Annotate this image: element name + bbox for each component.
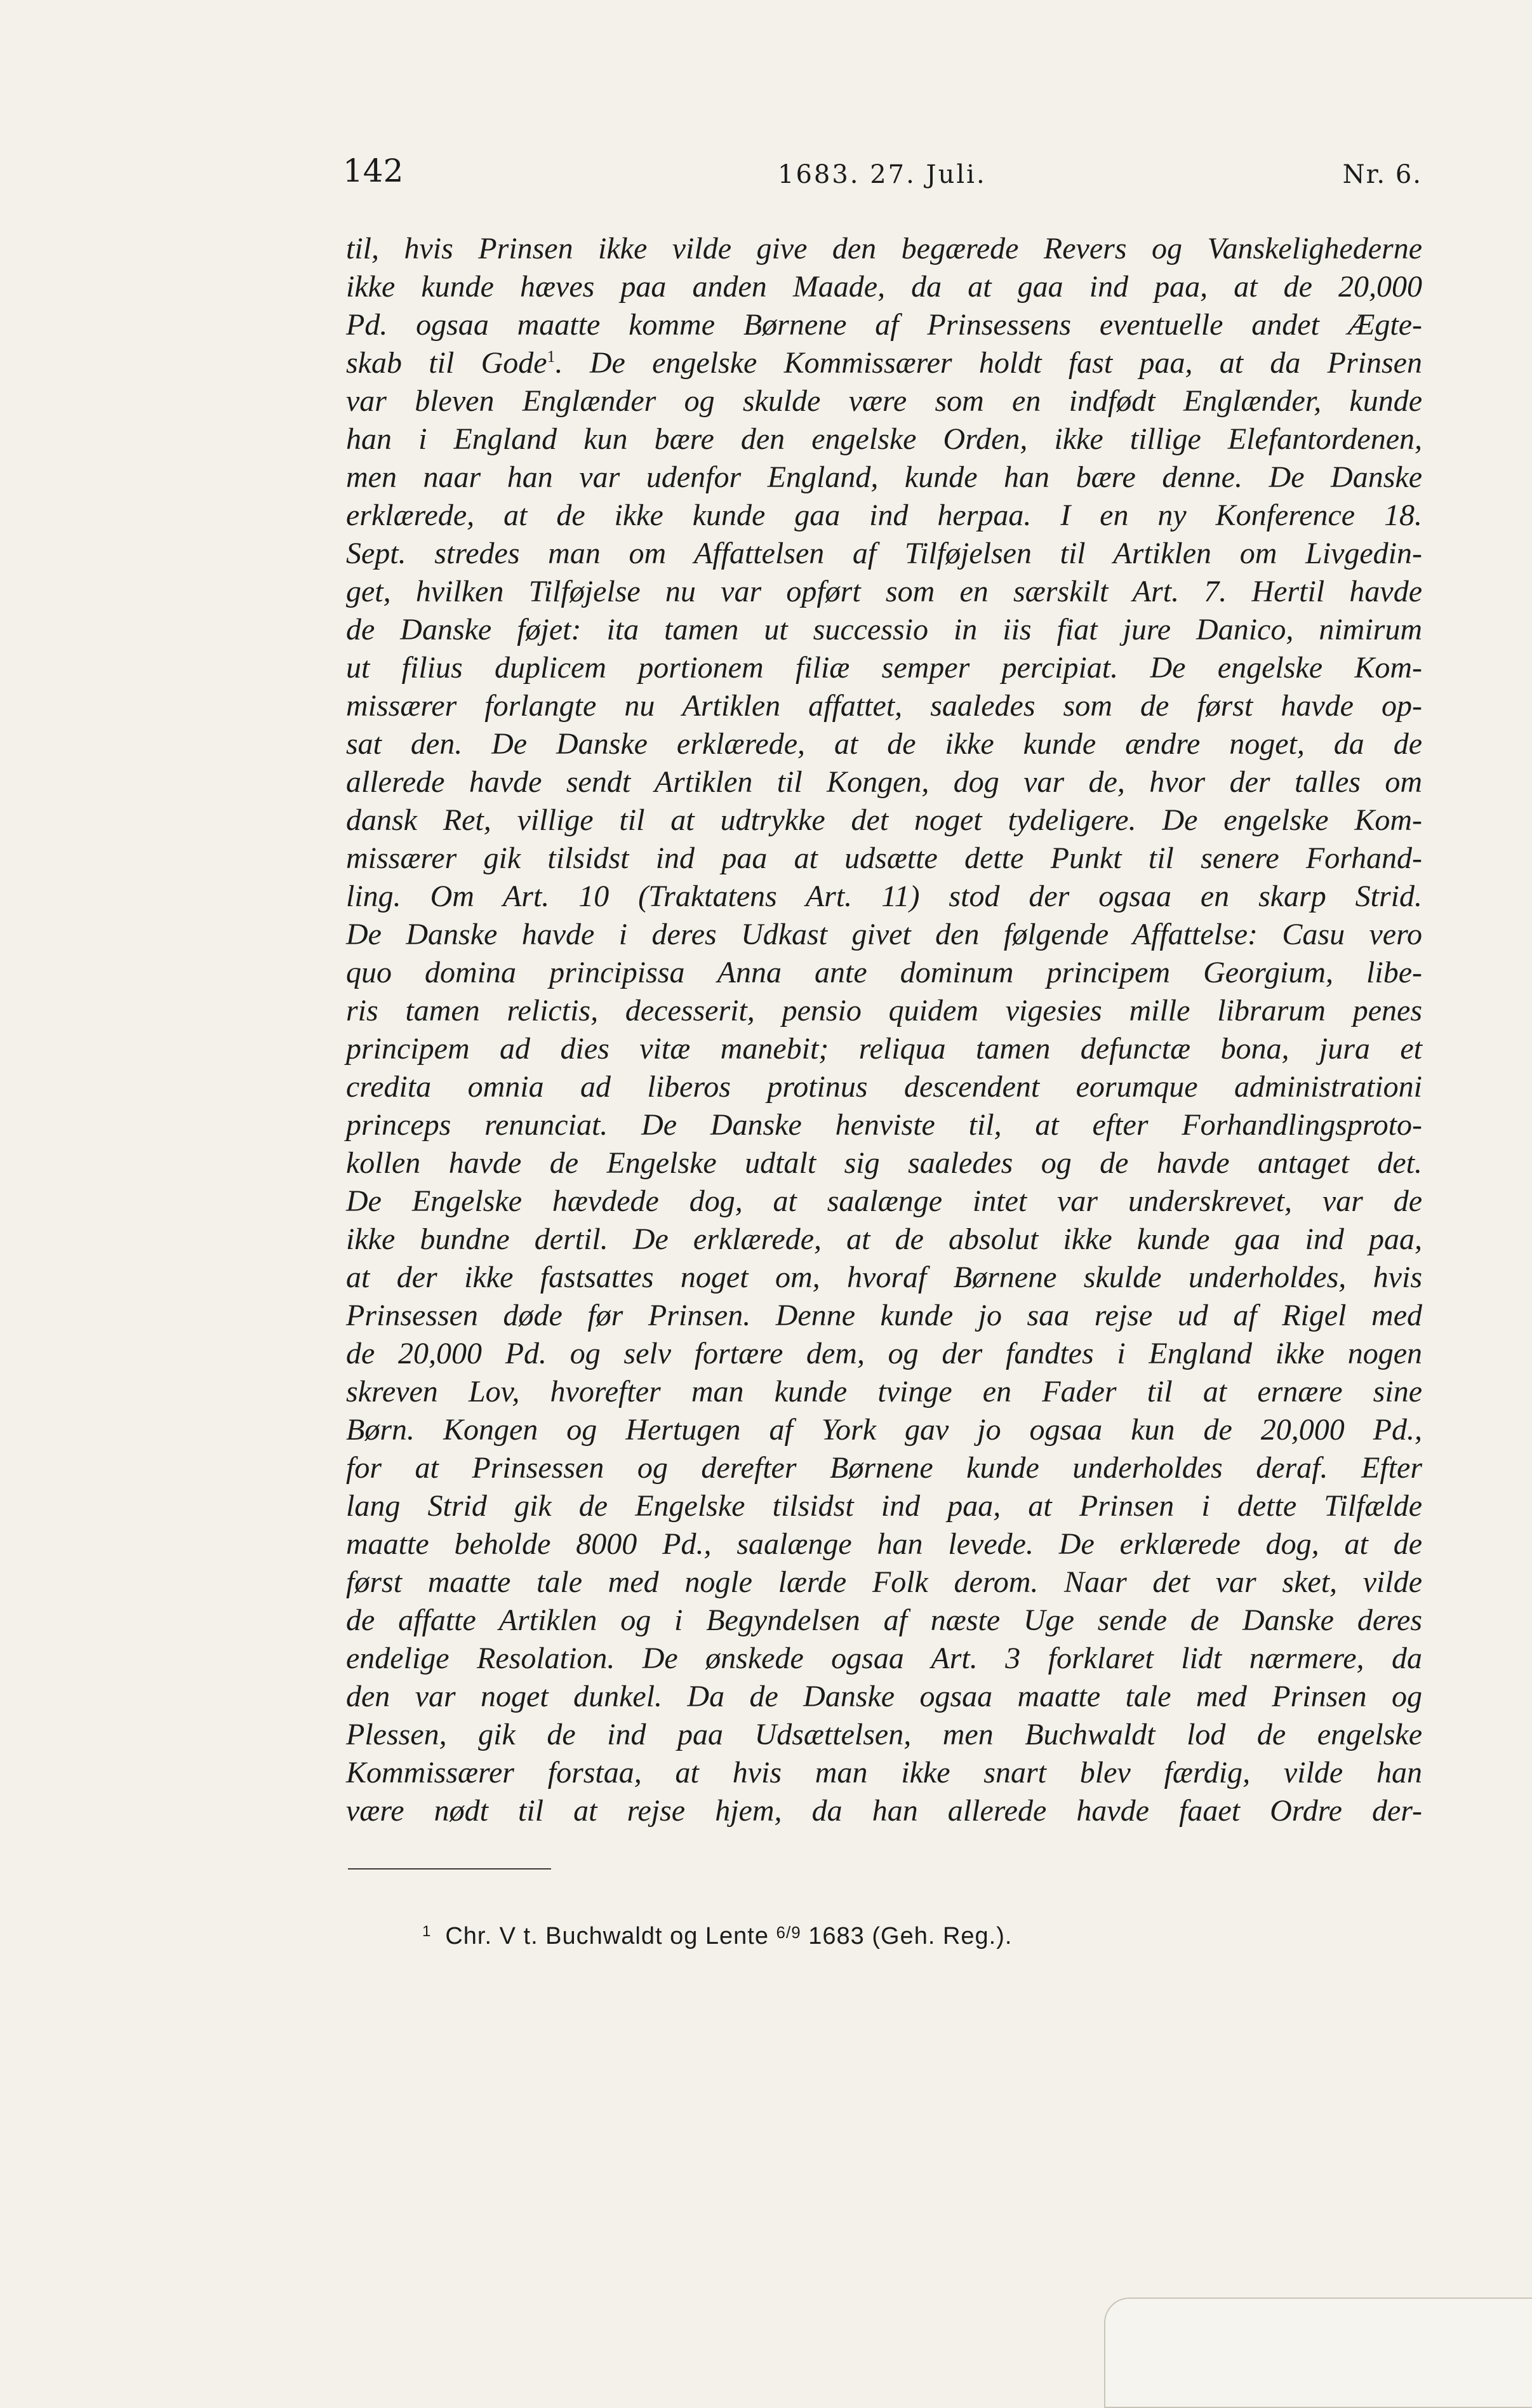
text-line: erklærede, at de ikke kunde gaa ind herpaa. I en ny Konference 18. xyxy=(346,498,1422,532)
page-corner-tab xyxy=(1104,2298,1532,2408)
text-line: De Danske havde i deres Udkast givet den følgende Affattelse: Casu vero xyxy=(346,918,1422,951)
text-segment: skab til Gode xyxy=(346,346,547,380)
text-line: quo domina principissa Anna ante dominum principem Georgium, libe- xyxy=(346,956,1422,989)
footnote-reference: 1 xyxy=(547,347,556,366)
text-line: credita omnia ad liberos protinus descendent eorumque administrationi xyxy=(346,1070,1422,1104)
text-line: De Engelske hævdede dog, at saalænge intet var underskrevet, var de xyxy=(346,1184,1422,1218)
text-line: først maatte tale med nogle lærde Folk derom. Naar det var sket, vilde xyxy=(346,1565,1422,1599)
text-line: allerede havde sendt Artiklen til Kongen, dog var de, hvor der talles om xyxy=(346,765,1422,799)
text-line: Sept. stredes man om Affattelsen af Tilføjelsen til Artiklen om Livgedin- xyxy=(346,537,1422,570)
text-line: skreven Lov, hvorefter man kunde tvinge en Fader til at ernære sine xyxy=(346,1375,1422,1408)
footnote-text: 1683 (Geh. Reg.). xyxy=(801,1923,1013,1950)
text-line: maatte beholde 8000 Pd., saalænge han levede. De erklærede dog, at de xyxy=(346,1527,1422,1561)
document-number: Nr. 6. xyxy=(1342,160,1422,189)
text-line: ling. Om Art. 10 (Traktatens Art. 11) stod der ogsaa en skarp Strid. xyxy=(346,880,1422,913)
text-line: være nødt til at rejse hjem, da han allerede havde faaet Ordre der- xyxy=(346,1794,1422,1828)
text-line: Kommissærer forstaa, at hvis man ikke snart blev færdig, vilde han xyxy=(346,1756,1422,1789)
text-line: missærer forlangte nu Artiklen affattet, saaledes som de først havde op- xyxy=(346,689,1422,723)
text-line: var bleven Englænder og skulde være som en indfødt Englænder, kunde xyxy=(346,384,1422,418)
body-text xyxy=(346,230,1422,1830)
text-line: men naar han var udenfor England, kunde han bære denne. De Danske xyxy=(346,460,1422,494)
text-line: get, hvilken Tilføjelse nu var opført som en særskilt Art. 7. Hertil havde xyxy=(346,575,1422,608)
text-segment: . De engelske Kommissærer holdt fast paa, at da Prinsen xyxy=(555,346,1422,380)
header-date: 1683. 27. Juli. xyxy=(778,160,987,189)
text-line: ris tamen relictis, decesserit, pensio quidem vigesies mille librarum penes xyxy=(346,994,1422,1027)
text-line: kollen havde de Engelske udtalt sig saaledes og de havde antaget det. xyxy=(346,1146,1422,1180)
text-line: til, hvis Prinsen ikke vilde give den begærede Revers og Vanskelighederne xyxy=(346,232,1422,265)
text-line: principem ad dies vitæ manebit; reliqua tamen defunctæ bona, jura et xyxy=(346,1032,1422,1066)
footnote-text: Chr. V t. Buchwaldt og Lente xyxy=(445,1923,776,1950)
text-line: Pd. ogsaa maatte komme Børnene af Prinsessens eventuelle andet Ægte- xyxy=(346,308,1422,342)
page-header xyxy=(343,152,1422,203)
text-line: Prinsessen døde før Prinsen. Denne kunde jo saa rejse ud af Rigel med xyxy=(346,1299,1422,1332)
text-line: missærer gik tilsidst ind paa at udsætte dette Punkt til senere Forhand- xyxy=(346,841,1422,875)
text-line: princeps renunciat. De Danske henviste til, at efter Forhandlingsproto- xyxy=(346,1108,1422,1142)
text-line: den var noget dunkel. Da de Danske ogsaa maatte tale med Prinsen og xyxy=(346,1680,1422,1713)
text-line: de Danske føjet: ita tamen ut successio in iis fiat jure Danico, nimirum xyxy=(346,613,1422,646)
text-line-with-footnote xyxy=(346,344,1422,382)
text-line: Børn. Kongen og Hertugen af York gav jo ogsaa kun de 20,000 Pd., xyxy=(346,1413,1422,1447)
text-line: ikke bundne dertil. De erklærede, at de absolut ikke kunde gaa ind paa, xyxy=(346,1222,1422,1256)
text-line: endelige Resolation. De ønskede ogsaa Art. 3 forklaret lidt nærmere, da xyxy=(346,1642,1422,1675)
text-line: at der ikke fastsattes noget om, hvoraf Børnene skulde underholdes, hvis xyxy=(346,1261,1422,1294)
text-line: de affatte Artiklen og i Begyndelsen af næste Uge sende de Danske deres xyxy=(346,1603,1422,1637)
footnote-mark: 1 xyxy=(422,1923,432,1940)
text-line: for at Prinsessen og derefter Børnene kunde underholdes deraf. Efter xyxy=(346,1451,1422,1485)
text-line: ut filius duplicem portionem filiæ semper percipiat. De engelske Kom- xyxy=(346,651,1422,685)
text-line: ikke kunde hæves paa anden Maade, da at gaa ind paa, at de 20,000 xyxy=(346,270,1422,304)
text-line: lang Strid gik de Engelske tilsidst ind paa, at Prinsen i dette Tilfælde xyxy=(346,1489,1422,1523)
footnote-divider xyxy=(348,1868,551,1870)
text-line: de 20,000 Pd. og selv fortære dem, og der fandtes i England ikke nogen xyxy=(346,1337,1422,1370)
footnote-date-fraction: 6/9 xyxy=(776,1923,801,1942)
footnote xyxy=(422,1923,1311,1950)
text-line: dansk Ret, villige til at udtrykke det noget tydeligere. De engelske Kom- xyxy=(346,803,1422,837)
text-line: han i England kun bære den engelske Orden, ikke tillige Elefantordenen, xyxy=(346,422,1422,456)
text-line: Plessen, gik de ind paa Udsættelsen, men Buchwaldt lod de engelske xyxy=(346,1718,1422,1751)
text-line: sat den. De Danske erklærede, at de ikke kunde ændre noget, da de xyxy=(346,727,1422,761)
page-number: 142 xyxy=(343,152,404,189)
